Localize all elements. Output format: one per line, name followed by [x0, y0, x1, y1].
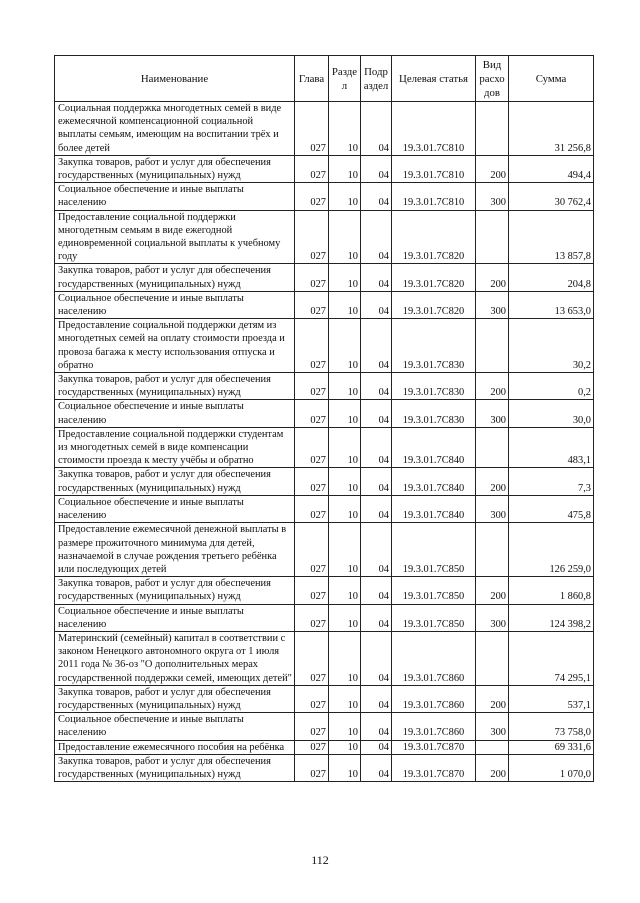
- cell-name: Предоставление социальной поддержки многодетным семьям в виде ежегодной единовременной социальной выплаты к учебному году: [55, 210, 295, 264]
- cell-summa: 73 758,0: [509, 713, 594, 740]
- budget-table: [54, 55, 594, 782]
- cell-name: Предоставление ежемесячного пособия на ребёнка: [55, 740, 295, 754]
- cell-glava: 027: [295, 631, 329, 685]
- cell-razdel: 10: [329, 373, 361, 400]
- header-razdel: Разде л: [329, 56, 361, 102]
- table-row: [55, 264, 594, 291]
- cell-name: Предоставление социальной поддержки студентам из многодетных семей в виде компенсации стоимости проезда к месту учёбы и обратно: [55, 427, 295, 468]
- cell-vid: [476, 523, 509, 577]
- cell-summa: 483,1: [509, 427, 594, 468]
- cell-glava: 027: [295, 373, 329, 400]
- header-glava: Глава: [295, 56, 329, 102]
- cell-glava: 027: [295, 495, 329, 522]
- cell-name: Социальное обеспечение и иные выплаты населению: [55, 291, 295, 318]
- table-row: [55, 468, 594, 495]
- cell-tselevaya: 19.3.01.7С810: [392, 155, 476, 182]
- cell-razdel: 10: [329, 210, 361, 264]
- cell-podrazdel: 04: [361, 264, 392, 291]
- table-row: [55, 523, 594, 577]
- cell-podrazdel: 04: [361, 210, 392, 264]
- cell-tselevaya: 19.3.01.7С820: [392, 264, 476, 291]
- cell-name: Социальное обеспечение и иные выплаты населению: [55, 183, 295, 210]
- cell-podrazdel: 04: [361, 523, 392, 577]
- cell-summa: 494,4: [509, 155, 594, 182]
- cell-tselevaya: 19.3.01.7С830: [392, 373, 476, 400]
- cell-razdel: 10: [329, 754, 361, 781]
- cell-razdel: 10: [329, 631, 361, 685]
- cell-vid: 200: [476, 685, 509, 712]
- cell-tselevaya: 19.3.01.7С860: [392, 713, 476, 740]
- cell-podrazdel: 04: [361, 495, 392, 522]
- cell-tselevaya: 19.3.01.7С830: [392, 319, 476, 373]
- header-summa: Сумма: [509, 56, 594, 102]
- page-number: 112: [311, 853, 329, 867]
- cell-glava: 027: [295, 577, 329, 604]
- cell-vid: 200: [476, 373, 509, 400]
- cell-tselevaya: 19.3.01.7С820: [392, 210, 476, 264]
- cell-name: Социальное обеспечение и иные выплаты населению: [55, 495, 295, 522]
- cell-vid: [476, 210, 509, 264]
- cell-vid: 300: [476, 183, 509, 210]
- cell-tselevaya: 19.3.01.7С870: [392, 740, 476, 754]
- cell-podrazdel: 04: [361, 631, 392, 685]
- cell-glava: 027: [295, 264, 329, 291]
- cell-glava: 027: [295, 183, 329, 210]
- cell-podrazdel: 04: [361, 373, 392, 400]
- table-body: [55, 102, 594, 782]
- cell-name: Предоставление ежемесячной денежной выплаты в размере прожиточного минимума для детей, назначаемой в случае рождения третьего ребёнка или последующих детей: [55, 523, 295, 577]
- cell-glava: 027: [295, 210, 329, 264]
- cell-vid: 200: [476, 754, 509, 781]
- table-row: [55, 400, 594, 427]
- cell-tselevaya: 19.3.01.7С860: [392, 685, 476, 712]
- cell-name: Закупка товаров, работ и услуг для обеспечения государственных (муниципальных) нужд: [55, 468, 295, 495]
- header-podrazdel: Подр аздел: [361, 56, 392, 102]
- cell-tselevaya: 19.3.01.7С810: [392, 183, 476, 210]
- cell-summa: 30,0: [509, 400, 594, 427]
- cell-summa: 1 070,0: [509, 754, 594, 781]
- cell-razdel: 10: [329, 577, 361, 604]
- cell-glava: 027: [295, 427, 329, 468]
- cell-vid: 300: [476, 495, 509, 522]
- cell-razdel: 10: [329, 740, 361, 754]
- table-row: [55, 754, 594, 781]
- table-row: [55, 427, 594, 468]
- table-row: [55, 102, 594, 156]
- cell-summa: 126 259,0: [509, 523, 594, 577]
- cell-vid: 300: [476, 400, 509, 427]
- cell-name: Предоставление социальной поддержки детям из многодетных семей на оплату стоимости проезда и провоза багажа к месту использования отпуска и обратно: [55, 319, 295, 373]
- cell-razdel: 10: [329, 183, 361, 210]
- table-row: [55, 604, 594, 631]
- table-row: [55, 319, 594, 373]
- cell-razdel: 10: [329, 495, 361, 522]
- header-tselevaya-statya: Целевая статья: [392, 56, 476, 102]
- cell-summa: 74 295,1: [509, 631, 594, 685]
- cell-podrazdel: 04: [361, 604, 392, 631]
- cell-podrazdel: 04: [361, 468, 392, 495]
- cell-vid: [476, 631, 509, 685]
- table-row: [55, 685, 594, 712]
- cell-name: Закупка товаров, работ и услуг для обеспечения государственных (муниципальных) нужд: [55, 264, 295, 291]
- header-vid-raskhodov: Вид расхо дов: [476, 56, 509, 102]
- cell-name: Закупка товаров, работ и услуг для обеспечения государственных (муниципальных) нужд: [55, 373, 295, 400]
- cell-podrazdel: 04: [361, 400, 392, 427]
- cell-podrazdel: 04: [361, 685, 392, 712]
- cell-summa: 1 860,8: [509, 577, 594, 604]
- cell-tselevaya: 19.3.01.7С830: [392, 400, 476, 427]
- cell-razdel: 10: [329, 523, 361, 577]
- cell-razdel: 10: [329, 102, 361, 156]
- cell-glava: 027: [295, 754, 329, 781]
- cell-tselevaya: 19.3.01.7С840: [392, 495, 476, 522]
- table-row: [55, 740, 594, 754]
- cell-summa: 204,8: [509, 264, 594, 291]
- cell-glava: 027: [295, 102, 329, 156]
- cell-summa: 13 653,0: [509, 291, 594, 318]
- cell-glava: 027: [295, 400, 329, 427]
- table-row: [55, 183, 594, 210]
- cell-summa: 124 398,2: [509, 604, 594, 631]
- cell-vid: [476, 102, 509, 156]
- cell-glava: 027: [295, 155, 329, 182]
- cell-summa: 475,8: [509, 495, 594, 522]
- cell-podrazdel: 04: [361, 319, 392, 373]
- table-row: [55, 713, 594, 740]
- cell-tselevaya: 19.3.01.7С860: [392, 631, 476, 685]
- cell-tselevaya: 19.3.01.7С820: [392, 291, 476, 318]
- cell-razdel: 10: [329, 264, 361, 291]
- cell-podrazdel: 04: [361, 102, 392, 156]
- cell-glava: 027: [295, 291, 329, 318]
- cell-podrazdel: 04: [361, 155, 392, 182]
- cell-vid: 200: [476, 155, 509, 182]
- cell-razdel: 10: [329, 319, 361, 373]
- cell-tselevaya: 19.3.01.7С840: [392, 427, 476, 468]
- cell-podrazdel: 04: [361, 291, 392, 318]
- cell-razdel: 10: [329, 713, 361, 740]
- cell-tselevaya: 19.3.01.7С850: [392, 604, 476, 631]
- cell-razdel: 10: [329, 685, 361, 712]
- cell-vid: [476, 427, 509, 468]
- cell-razdel: 10: [329, 604, 361, 631]
- cell-summa: 13 857,8: [509, 210, 594, 264]
- table-row: [55, 155, 594, 182]
- header-row: [55, 56, 594, 102]
- cell-vid: [476, 319, 509, 373]
- cell-vid: 300: [476, 291, 509, 318]
- cell-glava: 027: [295, 468, 329, 495]
- cell-name: Материнский (семейный) капитал в соответствии с законом Ненецкого автономного округа от 1 июля 2011 года № 36-оз "О дополнительных мерах государственной поддержки семей, имеющих детей": [55, 631, 295, 685]
- cell-razdel: 10: [329, 155, 361, 182]
- cell-name: Закупка товаров, работ и услуг для обеспечения государственных (муниципальных) нужд: [55, 685, 295, 712]
- cell-summa: 31 256,8: [509, 102, 594, 156]
- cell-vid: 300: [476, 713, 509, 740]
- table-row: [55, 577, 594, 604]
- cell-tselevaya: 19.3.01.7С840: [392, 468, 476, 495]
- cell-vid: [476, 740, 509, 754]
- cell-name: Социальное обеспечение и иные выплаты населению: [55, 713, 295, 740]
- cell-name: Закупка товаров, работ и услуг для обеспечения государственных (муниципальных) нужд: [55, 754, 295, 781]
- table-row: [55, 210, 594, 264]
- cell-glava: 027: [295, 604, 329, 631]
- cell-vid: 200: [476, 264, 509, 291]
- cell-summa: 69 331,6: [509, 740, 594, 754]
- cell-name: Закупка товаров, работ и услуг для обеспечения государственных (муниципальных) нужд: [55, 155, 295, 182]
- cell-glava: 027: [295, 685, 329, 712]
- cell-summa: 30,2: [509, 319, 594, 373]
- cell-name: Социальное обеспечение и иные выплаты населению: [55, 400, 295, 427]
- cell-summa: 0,2: [509, 373, 594, 400]
- table-row: [55, 495, 594, 522]
- cell-vid: 300: [476, 604, 509, 631]
- cell-glava: 027: [295, 740, 329, 754]
- cell-name: Социальное обеспечение и иные выплаты населению: [55, 604, 295, 631]
- cell-summa: 30 762,4: [509, 183, 594, 210]
- cell-podrazdel: 04: [361, 754, 392, 781]
- cell-vid: 200: [476, 468, 509, 495]
- cell-razdel: 10: [329, 291, 361, 318]
- cell-summa: 7,3: [509, 468, 594, 495]
- header-name: Наименование: [55, 56, 295, 102]
- cell-podrazdel: 04: [361, 427, 392, 468]
- cell-tselevaya: 19.3.01.7С810: [392, 102, 476, 156]
- cell-glava: 027: [295, 319, 329, 373]
- table-row: [55, 373, 594, 400]
- cell-tselevaya: 19.3.01.7С870: [392, 754, 476, 781]
- cell-vid: 200: [476, 577, 509, 604]
- cell-razdel: 10: [329, 468, 361, 495]
- cell-name: Закупка товаров, работ и услуг для обеспечения государственных (муниципальных) нужд: [55, 577, 295, 604]
- cell-podrazdel: 04: [361, 183, 392, 210]
- cell-podrazdel: 04: [361, 577, 392, 604]
- cell-tselevaya: 19.3.01.7С850: [392, 577, 476, 604]
- cell-name: Социальная поддержка многодетных семей в виде ежемесячной компенсационной социальной выплаты семьям, имеющим на воспитании трёх и более детей: [55, 102, 295, 156]
- table-row: [55, 631, 594, 685]
- cell-podrazdel: 04: [361, 740, 392, 754]
- table-row: [55, 291, 594, 318]
- cell-tselevaya: 19.3.01.7С850: [392, 523, 476, 577]
- cell-summa: 537,1: [509, 685, 594, 712]
- cell-podrazdel: 04: [361, 713, 392, 740]
- cell-razdel: 10: [329, 400, 361, 427]
- cell-glava: 027: [295, 523, 329, 577]
- cell-razdel: 10: [329, 427, 361, 468]
- cell-glava: 027: [295, 713, 329, 740]
